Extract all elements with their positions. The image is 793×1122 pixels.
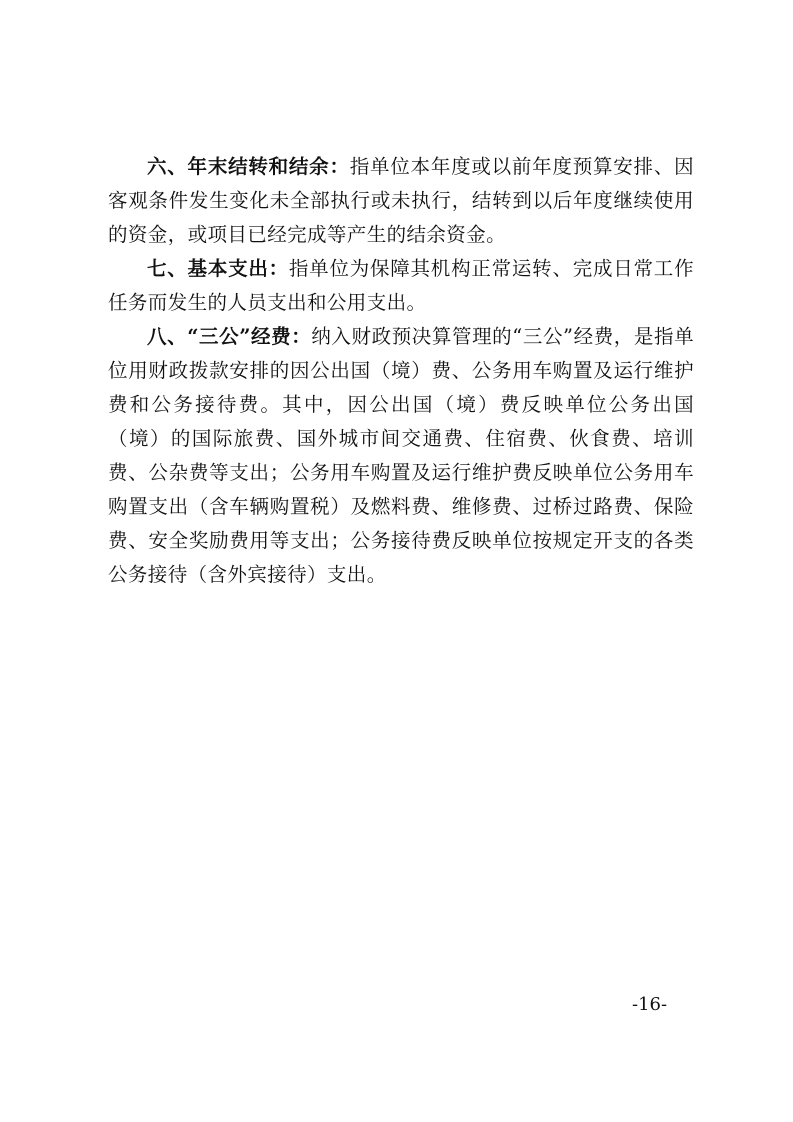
definition-basic-expenditure: 指单位为保障其机构正常运转、完成日常工作任务而发生的人员支出和公用支出。 bbox=[108, 257, 694, 314]
term-three-public-expenses: 八、“三公”经费： bbox=[147, 325, 312, 348]
term-basic-expenditure: 七、基本支出： bbox=[147, 257, 289, 280]
term-year-end-carryover: 六、年末结转和结余： bbox=[147, 155, 350, 178]
document-body bbox=[108, 150, 694, 592]
paragraph-three-public-expenses bbox=[108, 320, 694, 592]
definition-year-end-carryover: 指单位本年度或以前年度预算安排、因客观条件发生变化未全部执行或未执行，结转到以后年度继续使用的资金，或项目已经完成等产生的结余资金。 bbox=[108, 155, 694, 246]
definition-three-public-expenses: 纳入财政预决算管理的“三公”经费，是指单位用财政拨款安排的因公出国（境）费、公务用车购置及运行维护费和公务接待费。其中，因公出国（境）费反映单位公务出国（境）的国际旅费、国外城市间交通费、住宿费、伙食费、培训费、公杂费等支出；公务用车购置及运行维护费反映单位公务用车购置支出（含车辆购置税）及燃料费、维修费、过桥过路费、保险费、安全奖励费用等支出；公务接待费反映单位按规定开支的各类公务接待（含外宾接待）支出。 bbox=[108, 325, 694, 586]
paragraph-basic-expenditure bbox=[108, 252, 694, 320]
paragraph-year-end-carryover bbox=[108, 150, 694, 252]
page-number: -16- bbox=[632, 994, 668, 1015]
